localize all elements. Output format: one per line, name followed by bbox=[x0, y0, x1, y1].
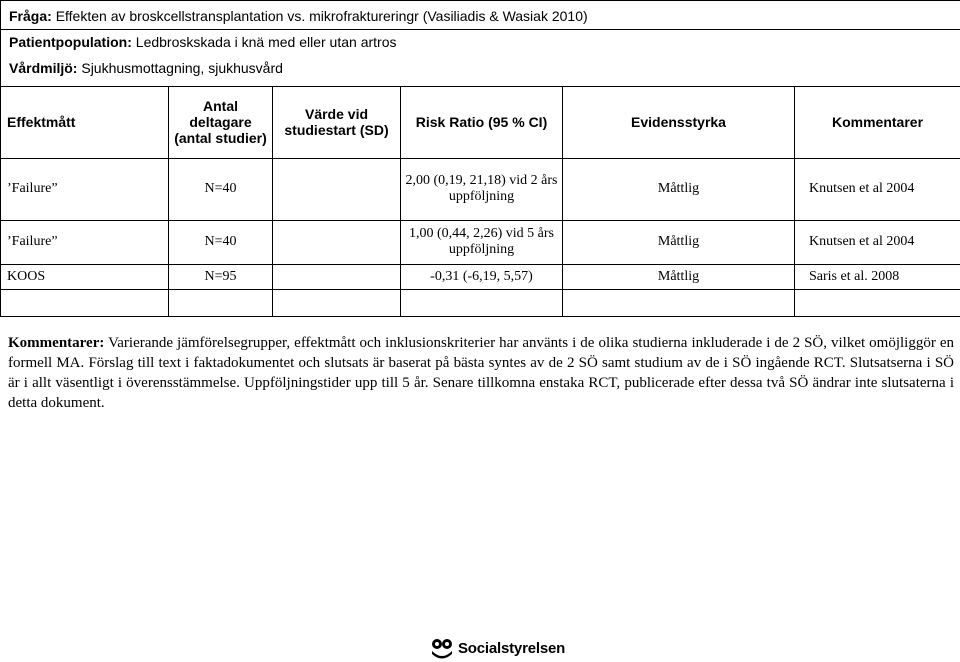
table-row bbox=[1, 220, 960, 264]
empty-cell bbox=[169, 289, 273, 316]
col-header-evidens: Evidensstyrka bbox=[563, 86, 795, 158]
col-header-rr: Risk Ratio (95 % CI) bbox=[401, 86, 563, 158]
cell-varde bbox=[273, 264, 401, 289]
empty-cell bbox=[273, 289, 401, 316]
cell-effekt: ’Failure” bbox=[1, 220, 169, 264]
cell-antal: N=40 bbox=[169, 220, 273, 264]
cell-kommentar: Knutsen et al 2004 bbox=[795, 158, 960, 220]
comments-text: Varierande jämförelsegrupper, effektmått och inklusionskriterier har använts i de olika studierna inkluderade i de 2 SÖ, vilket omöjliggör en formell MA. Förslag till text i faktadokumentet och slutsats är baserat på bästa syntes av de 2 SÖ samt studium av de i SÖ ingående RCT. Slutsatserna i SÖ är i allt väsentligt i överensstämmelse. Uppföljningstider upp till 5 år. Senare tillkomna enstaka RCT, publicerade efter dessa två SÖ ändrar inte slutsaterna i detta dokument. bbox=[8, 335, 954, 411]
column-header-row bbox=[1, 86, 960, 158]
cell-evidens: Måttlig bbox=[563, 264, 795, 289]
empty-cell bbox=[1, 289, 169, 316]
socialstyrelsen-logo bbox=[430, 636, 565, 660]
empty-cell bbox=[795, 289, 960, 316]
comments-paragraph bbox=[8, 333, 954, 413]
setting-row bbox=[1, 54, 960, 86]
question-text: Effekten av broskcellstransplantation vs. mikrofraktureringr (Vasiliadis & Wasiak 2010) bbox=[55, 8, 588, 24]
table-row bbox=[1, 264, 960, 289]
comments-label: Kommentarer: bbox=[8, 335, 105, 351]
setting-text: Sjukhusmottagning, sjukhusvård bbox=[81, 59, 283, 76]
cell-rr: 2,00 (0,19, 21,18) vid 2 års uppföljning bbox=[401, 158, 563, 220]
empty-cell bbox=[401, 289, 563, 316]
cell-rr: -0,31 (-6,19, 5,57) bbox=[401, 264, 563, 289]
empty-row bbox=[1, 289, 960, 316]
cell-varde bbox=[273, 158, 401, 220]
evidence-table bbox=[0, 0, 960, 317]
question-row bbox=[1, 1, 960, 30]
cell-antal: N=40 bbox=[169, 158, 273, 220]
cell-evidens: Måttlig bbox=[563, 158, 795, 220]
population-row bbox=[1, 30, 960, 55]
setting-label: Vårdmiljö: bbox=[9, 59, 78, 76]
cell-varde bbox=[273, 220, 401, 264]
col-header-antal: Antal deltagare (antal studier) bbox=[169, 86, 273, 158]
cell-kommentar: Knutsen et al 2004 bbox=[795, 220, 960, 264]
population-text: Ledbroskskada i knä med eller utan artros bbox=[135, 34, 397, 50]
table-row bbox=[1, 158, 960, 220]
population-label: Patientpopulation: bbox=[9, 34, 132, 50]
cell-rr: 1,00 (0,44, 2,26) vid 5 års uppföljning bbox=[401, 220, 563, 264]
cell-effekt: KOOS bbox=[1, 264, 169, 289]
col-header-effektmatt: Effektmått bbox=[1, 86, 169, 158]
empty-cell bbox=[563, 289, 795, 316]
cell-kommentar: Saris et al. 2008 bbox=[795, 264, 960, 289]
cell-evidens: Måttlig bbox=[563, 220, 795, 264]
cell-effekt: ’Failure” bbox=[1, 158, 169, 220]
col-header-kommentar: Kommentarer bbox=[795, 86, 960, 158]
logo-text: Socialstyrelsen bbox=[458, 639, 566, 657]
cell-antal: N=95 bbox=[169, 264, 273, 289]
question-label: Fråga: bbox=[9, 8, 52, 24]
col-header-varde: Värde vid studiestart (SD) bbox=[273, 86, 401, 158]
socialstyrelsen-emblem-icon bbox=[430, 637, 454, 659]
